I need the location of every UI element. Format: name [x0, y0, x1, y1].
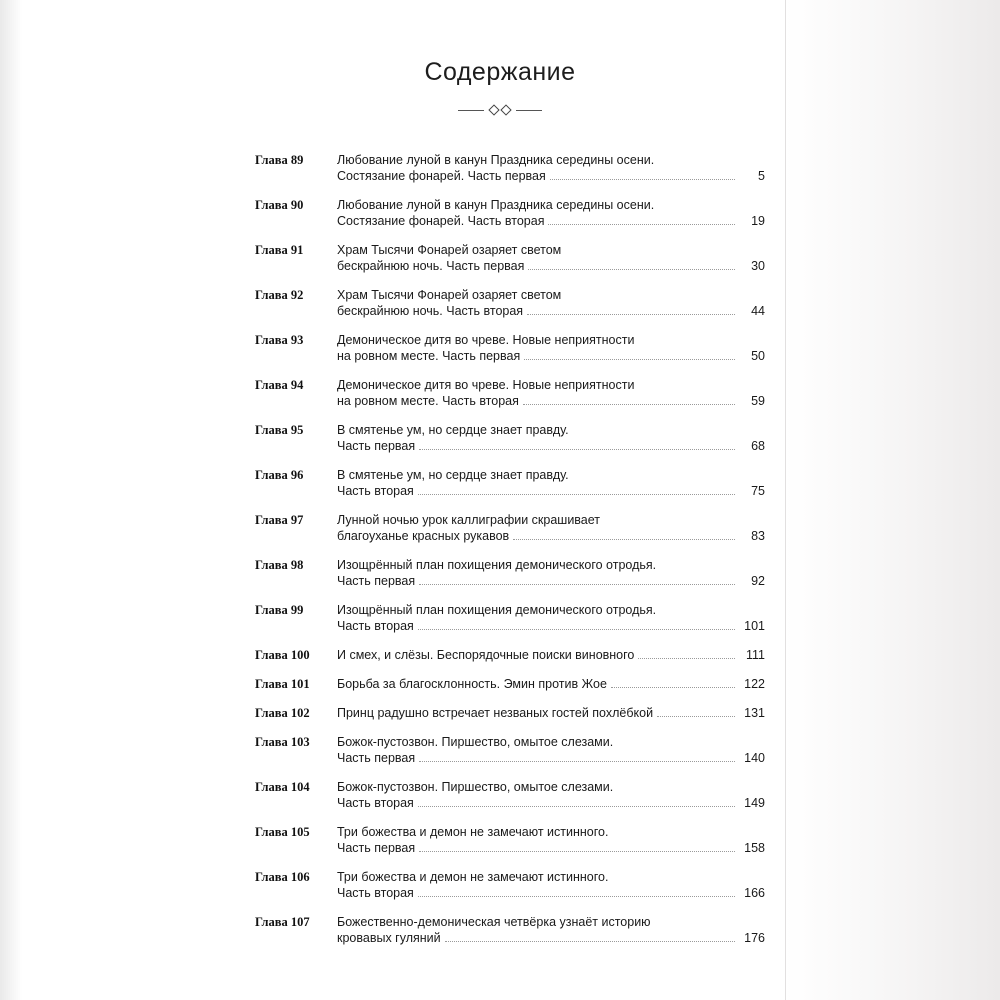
toc-entry[interactable] — [255, 467, 765, 499]
toc-entry-chapter: Глава 93 — [255, 333, 304, 347]
toc-entry[interactable] — [255, 869, 765, 901]
toc-entry-title-line: Часть вторая — [337, 484, 414, 498]
toc-entry-page-number: 122 — [744, 677, 765, 691]
toc-entry-body — [331, 869, 765, 901]
toc-entry-body — [331, 824, 765, 856]
toc-entry[interactable] — [255, 647, 765, 663]
toc-entry-chapter: Глава 106 — [255, 870, 310, 884]
toc-entry[interactable] — [255, 377, 765, 409]
toc-leader-dots — [548, 214, 735, 225]
toc-entry-title-line: В смятенье ум, но сердце знает правду. — [337, 468, 569, 482]
toc-entry-page-number: 75 — [751, 484, 765, 498]
toc-entry-chapter: Глава 99 — [255, 603, 304, 617]
toc-entry-chapter: Глава 92 — [255, 288, 304, 302]
toc-entry-title-line: Любование луной в канун Праздника середины осени. — [337, 153, 655, 167]
toc-entry-title-line: кровавых гуляний — [337, 931, 441, 945]
toc-entry-body — [331, 512, 765, 544]
toc-leader-dots — [418, 886, 735, 897]
toc-entry-page-number: 19 — [751, 214, 765, 228]
toc-entry-body — [331, 602, 765, 634]
toc-entry-body — [331, 676, 765, 692]
toc-entry-page-number: 59 — [751, 394, 765, 408]
toc-entry-page-number: 92 — [751, 574, 765, 588]
toc-entry[interactable] — [255, 914, 765, 946]
toc-entry-title-line: Изощрённый план похищения демонического отродья. — [337, 603, 657, 617]
toc-entry-chapter: Глава 101 — [255, 677, 310, 691]
toc-entry[interactable] — [255, 152, 765, 184]
toc-entry-body — [331, 332, 765, 364]
toc-entry-title-line: Божок-пустозвон. Пиршество, омытое слезами. — [337, 780, 614, 794]
toc-entry-body — [331, 287, 765, 319]
toc-entry-title-line: В смятенье ум, но сердце знает правду. — [337, 423, 569, 437]
toc-entry-title-line: благоуханье красных рукавов — [337, 529, 510, 543]
toc-entry-title-line: Божок-пустозвон. Пиршество, омытое слезами. — [337, 735, 614, 749]
toc-entry-chapter: Глава 95 — [255, 423, 304, 437]
toc-entry-title-line: Часть вторая — [337, 796, 414, 810]
toc-entry-chapter: Глава 103 — [255, 735, 310, 749]
toc-leader-dots — [419, 841, 735, 852]
toc-entry-body — [331, 422, 765, 454]
toc-entry-title-line: Состязание фонарей. Часть первая — [337, 169, 546, 183]
toc-entry-title-line: Часть вторая — [337, 886, 414, 900]
toc-entry[interactable] — [255, 557, 765, 589]
toc-entry-body — [331, 467, 765, 499]
toc-entry-title-line: Три божества и демон не замечают истинного. — [337, 870, 609, 884]
toc-entry[interactable] — [255, 779, 765, 811]
toc-entry-title-line: Часть первая — [337, 841, 416, 855]
toc-entry-page-number: 83 — [751, 529, 765, 543]
toc-entry-chapter: Глава 100 — [255, 648, 310, 662]
toc-leader-dots — [527, 304, 735, 315]
toc-entry-chapter: Глава 91 — [255, 243, 304, 257]
toc-entry-body — [331, 152, 765, 184]
toc-entry-title-line: Состязание фонарей. Часть вторая — [337, 214, 545, 228]
toc-entry[interactable] — [255, 242, 765, 274]
toc-entry[interactable] — [255, 287, 765, 319]
toc-entry-body — [331, 779, 765, 811]
toc-entry-body — [331, 242, 765, 274]
toc-entry-title-line: бескрайнюю ночь. Часть вторая — [337, 304, 524, 318]
toc-entry-page-number: 166 — [744, 886, 765, 900]
toc-entry-body — [331, 647, 765, 663]
toc-leader-dots — [418, 619, 735, 630]
toc-entry-body — [331, 705, 765, 721]
toc-leader-dots — [638, 648, 735, 659]
toc-leader-dots — [513, 529, 735, 540]
toc-leader-dots — [524, 349, 735, 360]
toc-leader-dots — [418, 484, 735, 495]
toc-entry-page-number: 176 — [744, 931, 765, 945]
toc-entry-chapter: Глава 105 — [255, 825, 310, 839]
toc-entry-chapter: Глава 94 — [255, 378, 304, 392]
toc-entry[interactable] — [255, 422, 765, 454]
toc-entry-page-number: 44 — [751, 304, 765, 318]
toc-entry[interactable] — [255, 676, 765, 692]
toc-entry-title-line: Любование луной в канун Праздника середины осени. — [337, 198, 655, 212]
toc-leader-dots — [657, 706, 735, 717]
divider-ornament-icon — [450, 103, 550, 117]
toc-entry-page-number: 30 — [751, 259, 765, 273]
toc-entry-page-number: 149 — [744, 796, 765, 810]
toc-entry-chapter: Глава 104 — [255, 780, 310, 794]
toc-entry-title-line: Принц радушно встречает незваных гостей похлёбкой — [337, 706, 654, 720]
toc-entry-chapter: Глава 98 — [255, 558, 304, 572]
toc-entry-title-line: И смех, и слёзы. Беспорядочные поиски виновного — [337, 648, 635, 662]
toc-entry-title-line: Часть первая — [337, 751, 416, 765]
toc-entry-page-number: 131 — [744, 706, 765, 720]
toc-entry-title-line: Изощрённый план похищения демонического отродья. — [337, 558, 657, 572]
toc-entry-page-number: 158 — [744, 841, 765, 855]
toc-entry-page-number: 5 — [758, 169, 765, 183]
toc-entry-body — [331, 197, 765, 229]
toc-entry-page-number: 50 — [751, 349, 765, 363]
toc-entry-body — [331, 914, 765, 946]
toc-entry-title-line: Лунной ночью урок каллиграфии скрашивает — [337, 513, 601, 527]
toc-entry[interactable] — [255, 824, 765, 856]
table-of-contents — [255, 152, 765, 959]
toc-entry[interactable] — [255, 602, 765, 634]
toc-leader-dots — [550, 169, 735, 180]
toc-entry-chapter: Глава 89 — [255, 153, 304, 167]
toc-leader-dots — [528, 259, 735, 270]
toc-entry-title-line: на ровном месте. Часть вторая — [337, 394, 519, 408]
toc-leader-dots — [419, 439, 735, 450]
toc-leader-dots — [611, 677, 735, 688]
toc-entry-body — [331, 734, 765, 766]
toc-leader-dots — [523, 394, 735, 405]
toc-entry-title-line: Борьба за благосклонность. Эмин против Жое — [337, 677, 607, 691]
toc-leader-dots — [419, 574, 735, 585]
toc-entry[interactable] — [255, 705, 765, 721]
toc-entry-title-line: Три божества и демон не замечают истинного. — [337, 825, 609, 839]
toc-entry-chapter: Глава 107 — [255, 915, 310, 929]
toc-entry-chapter: Глава 96 — [255, 468, 304, 482]
toc-entry[interactable] — [255, 734, 765, 766]
toc-entry-title-line: Часть первая — [337, 439, 416, 453]
page-title: Содержание — [424, 58, 576, 86]
toc-entry-page-number: 101 — [744, 619, 765, 633]
toc-entry-chapter: Глава 90 — [255, 198, 304, 212]
toc-entry-page-number: 68 — [751, 439, 765, 453]
toc-entry-title-line: Божественно-демоническая четвёрка узнаёт историю — [337, 915, 651, 929]
toc-entry-body — [331, 557, 765, 589]
toc-leader-dots — [418, 796, 735, 807]
toc-entry-title-line: Демоническое дитя во чреве. Новые неприятности — [337, 333, 635, 347]
toc-entry-title-line: Часть вторая — [337, 619, 414, 633]
toc-entry[interactable] — [255, 197, 765, 229]
toc-entry-chapter: Глава 97 — [255, 513, 304, 527]
toc-entry[interactable] — [255, 512, 765, 544]
toc-entry-chapter: Глава 102 — [255, 706, 310, 720]
toc-entry-body — [331, 377, 765, 409]
toc-entry-title-line: Храм Тысячи Фонарей озаряет светом — [337, 243, 562, 257]
toc-entry-title-line: Часть первая — [337, 574, 416, 588]
toc-entry-page-number: 140 — [744, 751, 765, 765]
toc-leader-dots — [419, 751, 735, 762]
toc-entry-page-number: 111 — [745, 648, 765, 662]
toc-entry-title-line: бескрайнюю ночь. Часть первая — [337, 259, 525, 273]
toc-entry-title-line: на ровном месте. Часть первая — [337, 349, 521, 363]
toc-entry-title-line: Демоническое дитя во чреве. Новые неприятности — [337, 378, 635, 392]
toc-entry[interactable] — [255, 332, 765, 364]
toc-leader-dots — [445, 931, 735, 942]
toc-entry-title-line: Храм Тысячи Фонарей озаряет светом — [337, 288, 562, 302]
